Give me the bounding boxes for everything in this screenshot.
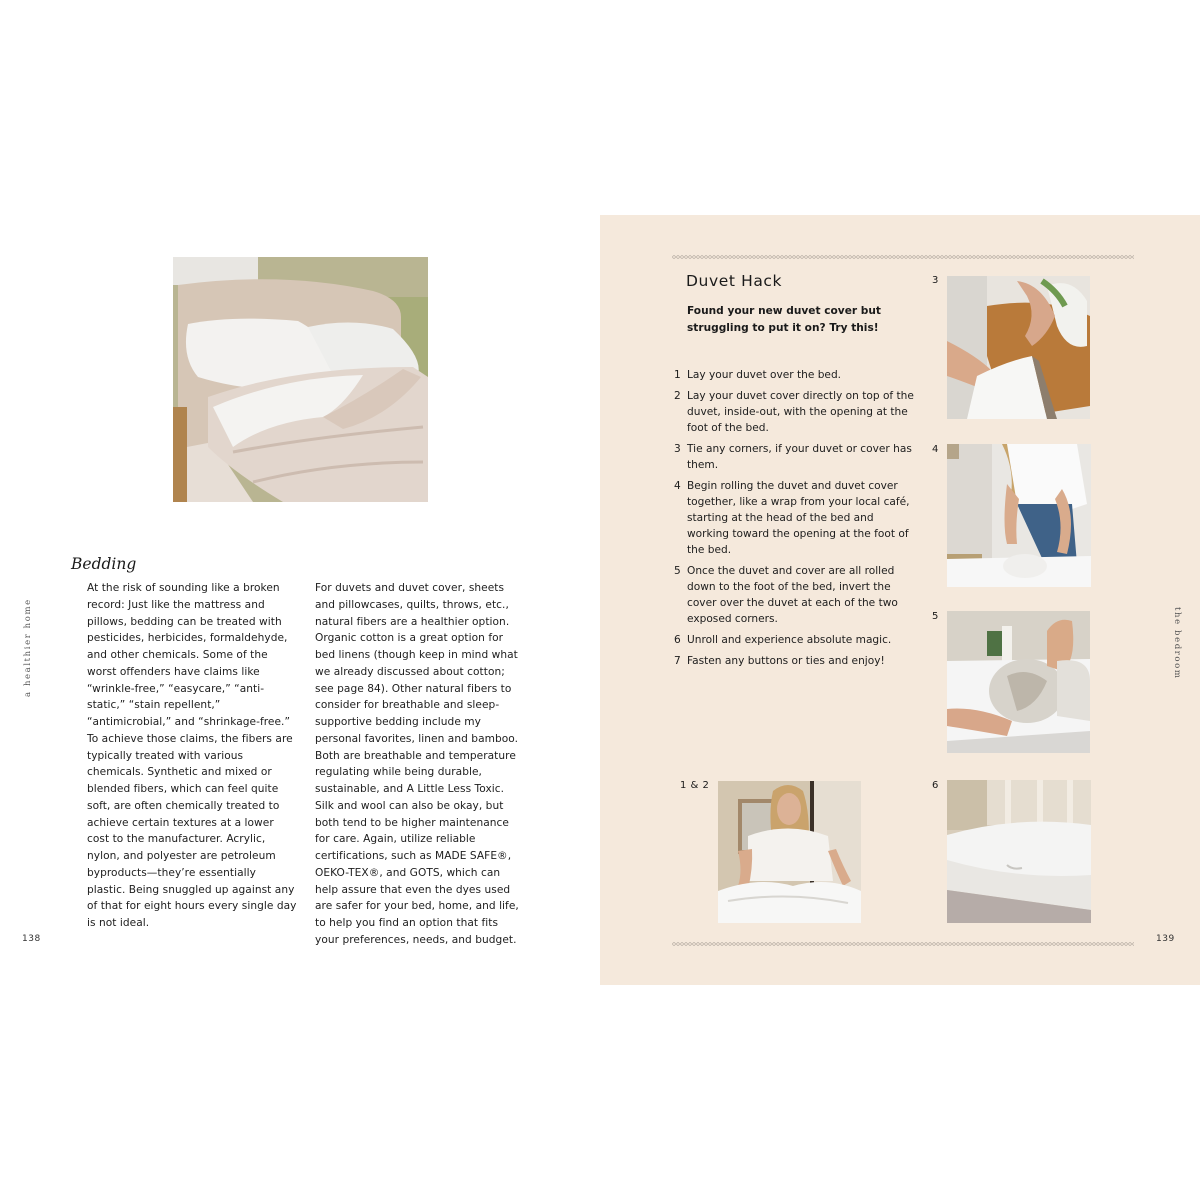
- tying-corner-photo: [947, 276, 1090, 419]
- step-item: [674, 478, 914, 558]
- step-text: Begin rolling the duvet and duvet cover together, like a wrap from your local café, starting at the head of the bed and working toward the opening at the foot of the bed.: [687, 480, 910, 556]
- inverting-cover-photo: [947, 611, 1090, 753]
- step-number: 7: [674, 655, 681, 667]
- inverting-cover-photo-icon: [947, 611, 1090, 753]
- step-item: [674, 563, 914, 627]
- decorative-border-bottom: [672, 942, 1134, 946]
- tying-corner-photo-icon: [947, 276, 1090, 419]
- step-text: Lay your duvet cover directly on top of the duvet, inside-out, with the opening at the foot of the bed.: [687, 390, 914, 434]
- left-page: [0, 215, 600, 985]
- photo-label-5: 5: [932, 611, 939, 622]
- finished-duvet-photo: [947, 780, 1091, 923]
- rolling-duvet-photo-icon: [947, 444, 1091, 587]
- step-text: Tie any corners, if your duvet or cover has them.: [687, 443, 912, 471]
- step-item: [674, 388, 914, 436]
- running-head-left: a healthier home: [23, 598, 33, 697]
- step-item: [674, 653, 914, 669]
- step-number: 5: [674, 565, 681, 577]
- step-number: 3: [674, 443, 681, 455]
- steps-list: [674, 367, 914, 674]
- laying-duvet-photo: [718, 781, 861, 923]
- step-text: Unroll and experience absolute magic.: [687, 634, 892, 646]
- step-item: [674, 441, 914, 473]
- step-text: Once the duvet and cover are all rolled down to the foot of the bed, invert the cover over the duvet at each of the two exposed corners.: [687, 565, 898, 625]
- section-heading: Bedding: [71, 555, 137, 573]
- rolling-duvet-photo: [947, 444, 1091, 587]
- finished-duvet-photo-icon: [947, 780, 1091, 923]
- page-number-left: 138: [22, 934, 41, 944]
- laying-duvet-photo-icon: [718, 781, 861, 923]
- step-number: 2: [674, 390, 681, 402]
- step-text: Fasten any buttons or ties and enjoy!: [687, 655, 885, 667]
- body-column-1: At the risk of sounding like a broken record: Just like the mattress and pillows, bedding can be treated with pesticides, herbicides, formaldehyde, and other chemicals. Some of the worst offenders have claims like “wrinkle-free,” “easycare,” “anti-static,” “stain repellent,” “antimicrobial,” and “shrinkage-free.” To achieve those claims, the fibers are typically treated with various chemicals. Synthetic and mixed or blended fibers, which can feel quite soft, are often chemically treated to achieve certain textures at a lower cost to the manufacturer. Acrylic, nylon, and polyester are petroleum byproducts—they’re essentially plastic. Being snuggled up against any of that for eight hours every single day is not ideal.: [87, 582, 297, 929]
- photo-label-3: 3: [932, 275, 939, 286]
- photo-label-1-2: 1 & 2: [680, 780, 710, 791]
- page-number-right: 139: [1156, 934, 1175, 944]
- body-column-2: For duvets and duvet cover, sheets and pillowcases, quilts, throws, etc., natural fibers are a healthier option. Organic cotton is a great option for bed linens (though keep in mind what we already discussed about cotton; see page 84). Other natural fibers to consider for breathable and sleep-supportive bedding include my personal favorites, linen and bamboo. Both are breathable and temperature regulating while being durable, sustainable, and A Little Less Toxic. Silk and wool can also be okay, but both tend to be higher maintenance for care. Again, utilize reliable certifications, such as MADE SAFE®, OEKO-TEX®, and GOTS, which can help assure that even the dyes used are safer for your bed, home, and life, to help you find an option that fits your preferences, needs, and budget.: [315, 582, 519, 946]
- decorative-border-top: [672, 255, 1134, 259]
- right-page: [600, 215, 1200, 985]
- sidebar-intro: Found your new duvet cover but struggling to put it on? Try this!: [687, 305, 881, 334]
- photo-label-6: 6: [932, 780, 939, 791]
- bed-photo-icon: [173, 257, 428, 502]
- sidebar-title: Duvet Hack: [686, 272, 783, 290]
- bed-photo: [173, 257, 428, 502]
- step-item: [674, 367, 914, 383]
- step-number: 4: [674, 480, 681, 492]
- step-item: [674, 632, 914, 648]
- running-head-right: the bedroom: [1172, 607, 1182, 680]
- step-number: 6: [674, 634, 681, 646]
- step-number: 1: [674, 369, 681, 381]
- step-text: Lay your duvet over the bed.: [687, 369, 842, 381]
- photo-label-4: 4: [932, 444, 939, 455]
